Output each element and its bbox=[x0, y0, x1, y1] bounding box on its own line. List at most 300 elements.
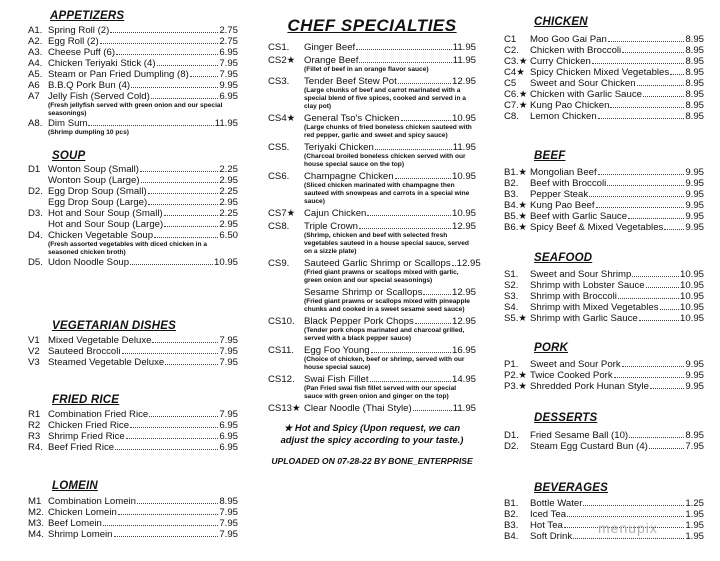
menu-item-code: CS8. bbox=[268, 221, 290, 232]
menu-item bbox=[504, 381, 704, 392]
dot-leader bbox=[596, 207, 685, 208]
menu-item-code: A2. bbox=[28, 36, 43, 47]
menu-item bbox=[28, 346, 238, 357]
menu-item-price: 8.95 bbox=[685, 89, 704, 100]
menu-item bbox=[504, 359, 704, 370]
menu-item-price: 10.95 bbox=[679, 302, 704, 313]
menu-item-name: Sauteed Garlic Shrimp or Scallops bbox=[304, 258, 451, 269]
dot-leader bbox=[622, 52, 684, 53]
menu-item bbox=[504, 178, 704, 189]
menu-item-description: (Fillet of beef in an orange flavor sauce) bbox=[304, 66, 429, 73]
menu-item-name: Twice Cooked Pork bbox=[530, 370, 613, 381]
menu-item-code: M3. bbox=[28, 518, 44, 529]
menu-item-code: M1 bbox=[28, 496, 42, 507]
dot-leader bbox=[423, 294, 451, 295]
dot-leader bbox=[157, 65, 219, 66]
menu-item-price: 10.95 bbox=[451, 113, 476, 124]
menu-item bbox=[504, 78, 704, 89]
menu-item-code: C8. bbox=[504, 111, 519, 122]
menu-item bbox=[28, 164, 238, 175]
menu-item-price: 12.95 bbox=[451, 287, 476, 298]
dot-leader bbox=[131, 87, 218, 88]
dot-leader bbox=[115, 449, 218, 450]
menu-item-price: 7.95 bbox=[219, 357, 238, 368]
section-soup bbox=[28, 150, 238, 268]
dot-leader bbox=[598, 118, 685, 119]
menu-item-code: B3. bbox=[504, 189, 519, 200]
menu-item bbox=[504, 34, 704, 45]
menu-item bbox=[28, 80, 238, 91]
menu-item-name: Hot Tea bbox=[530, 520, 563, 531]
menu-item bbox=[504, 509, 704, 520]
menu-item bbox=[28, 431, 238, 442]
menu-item-code: V2 bbox=[28, 346, 40, 357]
menu-item-name: Moo Goo Gai Pan bbox=[530, 34, 607, 45]
menu-item bbox=[504, 200, 704, 211]
dot-leader bbox=[395, 178, 451, 179]
section-pork bbox=[504, 342, 704, 392]
menu-item-name: Shrimp with Broccoli bbox=[530, 291, 617, 302]
menu-item bbox=[28, 442, 238, 453]
menu-item-code: R4. bbox=[28, 442, 43, 453]
menu-item-price: 7.95 bbox=[219, 409, 238, 420]
menu-item-code: C7.★ bbox=[504, 100, 528, 111]
menu-item-name: Shrimp with Garlic Sauce bbox=[530, 313, 638, 324]
menu-item-description: (Fried giant prawns or scallops mixed with pineapple chunks and cooked in a sweet sesame seed sauce) bbox=[304, 298, 470, 313]
menu-item-name: B.B.Q Pork Bun (4) bbox=[48, 80, 131, 91]
dot-leader bbox=[148, 193, 219, 194]
menu-item-price: 11.95 bbox=[214, 118, 238, 129]
dot-leader bbox=[649, 448, 684, 449]
dot-leader bbox=[130, 264, 213, 265]
menu-item-name: Swai Fish Fillet bbox=[304, 374, 369, 385]
dot-leader bbox=[130, 427, 218, 428]
menu-item bbox=[268, 55, 476, 66]
section-vegetarian bbox=[28, 320, 238, 368]
menu-item-name: Mongolian Beef bbox=[530, 167, 597, 178]
menu-item-price: 7.95 bbox=[219, 507, 238, 518]
page-title: CHEF SPECIALTIES bbox=[287, 16, 457, 35]
menu-item bbox=[504, 222, 704, 233]
menu-item-price: 6.95 bbox=[219, 47, 238, 58]
menu-item bbox=[504, 498, 704, 509]
menu-item-price: 8.95 bbox=[685, 45, 704, 56]
menu-item-code: CS1. bbox=[268, 42, 290, 53]
menu-item bbox=[268, 316, 476, 327]
menu-item-code: A6 bbox=[28, 80, 40, 91]
menu-item-name: Jelly Fish (Served Cold) bbox=[48, 91, 150, 102]
menu-item-description: (Shrimp, chicken and beef with selected fresh vegetables sauteed in a house special sauce, served on a sizzle plate) bbox=[304, 232, 469, 255]
dot-leader bbox=[164, 226, 218, 227]
menu-item-price: 7.95 bbox=[219, 69, 238, 80]
menu-item-code: B2. bbox=[504, 178, 519, 189]
menu-item-name: Sweet and Sour Pork bbox=[530, 359, 621, 370]
menu-item-price: 9.95 bbox=[685, 222, 704, 233]
menu-item-name: Udon Noodle Soup bbox=[48, 257, 130, 268]
menu-item-price: 7.95 bbox=[685, 441, 704, 452]
section-title: CHICKEN bbox=[534, 16, 588, 28]
menu-item-name: Dim Sum bbox=[48, 118, 88, 129]
middle-column bbox=[268, 0, 481, 466]
menu-item-code: V1 bbox=[28, 335, 40, 346]
menu-item bbox=[28, 257, 238, 268]
menu-item bbox=[268, 142, 476, 153]
menu-item bbox=[268, 287, 476, 298]
menu-item bbox=[268, 42, 476, 53]
dot-leader bbox=[367, 215, 451, 216]
menu-item bbox=[504, 211, 704, 222]
menu-item-description: (Shrimp dumpling 10 pcs) bbox=[48, 129, 129, 136]
dot-leader bbox=[137, 503, 218, 504]
menu-item-price: 6.95 bbox=[219, 91, 238, 102]
menu-item-code: C1 bbox=[504, 34, 517, 45]
menu-item-code: CS7★ bbox=[268, 208, 296, 219]
menu-item bbox=[268, 374, 476, 385]
menu-item-code: A7 bbox=[28, 91, 40, 102]
menu-item-price: 8.95 bbox=[685, 34, 704, 45]
menu-item-code: A5. bbox=[28, 69, 43, 80]
menu-item-name: Fried Sesame Ball (10) bbox=[530, 430, 629, 441]
menu-item-price: 6.95 bbox=[219, 420, 238, 431]
menu-item-code: B1.★ bbox=[504, 167, 528, 178]
menu-item-code: A1. bbox=[28, 25, 43, 36]
menu-item-name: Cheese Puff (6) bbox=[48, 47, 116, 58]
dot-leader bbox=[650, 388, 684, 389]
menu-item bbox=[504, 269, 704, 280]
menu-item-code: D5. bbox=[28, 257, 43, 268]
dot-leader bbox=[614, 377, 685, 378]
menu-item-code: D3. bbox=[28, 208, 43, 219]
menu-item-price: 9.95 bbox=[685, 359, 704, 370]
menu-item-price: 14.95 bbox=[451, 374, 476, 385]
menu-item bbox=[268, 76, 476, 87]
menu-item-code: D2. bbox=[504, 441, 519, 452]
dot-leader bbox=[359, 228, 451, 229]
menu-item-name: Teriyaki Chicken bbox=[304, 142, 374, 153]
menu-item-name: Chicken Vegetable Soup bbox=[48, 230, 154, 241]
menu-item-name: Egg Drop Soup (Small) bbox=[48, 186, 147, 197]
menu-item-price: 9.95 bbox=[685, 189, 704, 200]
menu-item-price: 7.95 bbox=[219, 346, 238, 357]
menu-item-name: Kung Pao Chicken bbox=[530, 100, 610, 111]
dot-leader bbox=[103, 525, 218, 526]
menu-item bbox=[504, 56, 704, 67]
menu-item-name: Cajun Chicken bbox=[304, 208, 367, 219]
menu-item-price: 8.95 bbox=[685, 78, 704, 89]
menu-item bbox=[268, 221, 476, 232]
menu-item-code: P3.★ bbox=[504, 381, 528, 392]
menu-item-name: Sweet and Sour Shrimp bbox=[530, 269, 632, 280]
menu-item bbox=[28, 529, 238, 540]
menu-item-description: (Tender pork chops marinated and charcoal grilled, served with a black pepper sauce) bbox=[304, 327, 465, 342]
section-fried-rice bbox=[28, 394, 238, 453]
menu-item-price: 9.95 bbox=[685, 370, 704, 381]
menu-item bbox=[28, 69, 238, 80]
section-desserts bbox=[504, 412, 704, 452]
menu-item-name: Curry Chicken bbox=[530, 56, 591, 67]
menu-item-price: 10.95 bbox=[679, 313, 704, 324]
dot-leader bbox=[592, 63, 685, 64]
menu-item-code: S1. bbox=[504, 269, 519, 280]
menu-item-price: 7.95 bbox=[219, 58, 238, 69]
menu-item-name: Bottle Water bbox=[530, 498, 583, 509]
menu-item-name: Shrimp Lomein bbox=[48, 529, 113, 540]
dot-leader bbox=[88, 125, 213, 126]
upload-credit: UPLOADED ON 07-28-22 BY BONE_ENTERPRISE bbox=[271, 456, 473, 466]
menu-item-price: 1.95 bbox=[685, 509, 704, 520]
dot-leader bbox=[165, 364, 218, 365]
dot-leader bbox=[371, 352, 451, 353]
menu-item-name: Lemon Chicken bbox=[530, 111, 597, 122]
menu-item-price: 9.95 bbox=[685, 178, 704, 189]
menu-item-name: Spring Roll (2) bbox=[48, 25, 110, 36]
menu-item-name: Wonton Soup (Large) bbox=[48, 175, 140, 186]
menu-item-price: 12.95 bbox=[451, 221, 476, 232]
menu-item-price: 8.95 bbox=[219, 496, 238, 507]
menu-item-name: Chicken Teriyaki Stick (4) bbox=[48, 58, 156, 69]
menu-item-name: Shredded Pork Hunan Style bbox=[530, 381, 649, 392]
menu-item-code: D2. bbox=[28, 186, 43, 197]
dot-leader bbox=[114, 536, 219, 537]
menu-item-name: Pepper Steak bbox=[530, 189, 589, 200]
section-beef bbox=[504, 150, 704, 233]
menu-item-price: 11.95 bbox=[452, 142, 476, 153]
menu-item-name: Iced Tea bbox=[530, 509, 567, 520]
menu-item-code: CS10. bbox=[268, 316, 295, 327]
menu-item bbox=[28, 496, 238, 507]
menu-item-name: General Tso's Chicken bbox=[304, 113, 400, 124]
menu-item bbox=[28, 186, 238, 197]
dot-leader bbox=[401, 120, 451, 121]
menu-item-code: V3 bbox=[28, 357, 40, 368]
menu-item-name: Steam or Pan Fried Dumpling (8) bbox=[48, 69, 189, 80]
spicy-note bbox=[268, 422, 476, 446]
menu-item-code: CS3. bbox=[268, 76, 290, 87]
menu-item-description: (Sliced chicken marinated with champagne then sauteed with snowpeas and carrots in a special wine sauce) bbox=[304, 182, 470, 205]
section-title: SEAFOOD bbox=[534, 252, 593, 264]
menu-item-code: B4. bbox=[504, 531, 519, 542]
menu-item bbox=[504, 280, 704, 291]
dot-leader bbox=[415, 323, 451, 324]
menu-item-code: CS4★ bbox=[268, 113, 296, 124]
menu-item-code: R2 bbox=[28, 420, 41, 431]
menu-item-code: R1 bbox=[28, 409, 41, 420]
menu-item-code: A8. bbox=[28, 118, 43, 129]
dot-leader bbox=[164, 215, 219, 216]
dot-leader bbox=[116, 54, 218, 55]
menu-item bbox=[28, 357, 238, 368]
dot-leader bbox=[140, 171, 218, 172]
menu-item-code: C6.★ bbox=[504, 89, 528, 100]
menu-item bbox=[28, 507, 238, 518]
menu-item-code: B3. bbox=[504, 520, 519, 531]
menu-item bbox=[28, 47, 238, 58]
dot-leader bbox=[452, 265, 456, 266]
menu-item-name: Egg Drop Soup (Large) bbox=[48, 197, 148, 208]
menu-item-name: Chicken Lomein bbox=[48, 507, 117, 518]
menu-item-name: Beef Lomein bbox=[48, 518, 102, 529]
menu-item bbox=[28, 36, 238, 47]
menu-item-name: Clear Noodle (Thai Style) bbox=[304, 403, 412, 414]
menu-item-price: 9.95 bbox=[685, 200, 704, 211]
menu-item bbox=[268, 113, 476, 124]
menu-item bbox=[28, 219, 238, 230]
menu-item-code: CS6. bbox=[268, 171, 290, 182]
menu-item-code: C5 bbox=[504, 78, 517, 89]
menu-item-code: S5.★ bbox=[504, 313, 528, 324]
menu-item-code: A3. bbox=[28, 47, 43, 58]
menu-item bbox=[504, 89, 704, 100]
dot-leader bbox=[598, 174, 685, 175]
section-title: LOMEIN bbox=[52, 480, 98, 492]
menu-item-description: (Charcoal broiled boneless chicken served with our house special sauce on the top) bbox=[304, 153, 466, 168]
menu-item-price: 16.95 bbox=[451, 345, 476, 356]
dot-leader bbox=[632, 276, 679, 277]
dot-leader bbox=[583, 505, 684, 506]
menu-item-price: 6.95 bbox=[219, 442, 238, 453]
section-title: FRIED RICE bbox=[52, 394, 120, 406]
menu-item bbox=[268, 258, 481, 269]
menu-item-price: 9.95 bbox=[685, 167, 704, 178]
menu-item bbox=[268, 171, 476, 182]
menu-item bbox=[504, 45, 704, 56]
menu-item-name: Tender Beef Stew Pot bbox=[304, 76, 397, 87]
dot-leader bbox=[646, 287, 679, 288]
dot-leader bbox=[643, 96, 684, 97]
menu-item-price: 10.95 bbox=[679, 291, 704, 302]
menu-item-price: 12.95 bbox=[451, 316, 476, 327]
menu-item-name: Kung Pao Beef bbox=[530, 200, 595, 211]
section-lomein bbox=[28, 480, 238, 540]
menu-item-price: 10.95 bbox=[679, 280, 704, 291]
menu-item-code: S4. bbox=[504, 302, 519, 313]
menu-item bbox=[28, 25, 238, 36]
section-title: VEGETARIAN DISHES bbox=[52, 320, 176, 332]
menu-item-name: Sweet and Sour Chicken bbox=[530, 78, 636, 89]
menu-item bbox=[504, 67, 704, 78]
dot-leader bbox=[618, 298, 679, 299]
section-title: DESSERTS bbox=[534, 412, 598, 424]
menu-item-code: CS2★ bbox=[268, 55, 296, 66]
menu-item-name: Egg Foo Young bbox=[304, 345, 370, 356]
dot-leader bbox=[151, 98, 218, 99]
menu-item-name: Spicy Chicken Mixed Vegetables bbox=[530, 67, 670, 78]
menu-item-name: Chicken with Broccoli bbox=[530, 45, 622, 56]
menu-item-code: P1. bbox=[504, 359, 519, 370]
menu-item-price: 1.95 bbox=[685, 531, 704, 542]
menu-item-name: Orange Beef bbox=[304, 55, 359, 66]
menu-item-name: Egg Roll (2) bbox=[48, 36, 99, 47]
watermark-logo: menupix bbox=[598, 520, 658, 536]
menu-item-name: Sesame Shrimp or Scallops bbox=[304, 287, 423, 298]
menu-item-name: Sauteed Broccoli bbox=[48, 346, 121, 357]
menu-item-name: Ginger Beef bbox=[304, 42, 356, 53]
menu-item-code: A4. bbox=[28, 58, 43, 69]
menu-item-code: B4.★ bbox=[504, 200, 528, 211]
menu-item-price: 10.95 bbox=[451, 208, 476, 219]
menu-item-name: Hot and Sour Soup (Large) bbox=[48, 219, 164, 230]
menu-item-code: D4. bbox=[28, 230, 43, 241]
dot-leader bbox=[152, 342, 218, 343]
menu-item-code: B6.★ bbox=[504, 222, 528, 233]
dot-leader bbox=[670, 74, 684, 75]
menu-item-name: Steam Egg Custard Bun (4) bbox=[530, 441, 648, 452]
menu-item bbox=[504, 111, 704, 122]
section-title: BEVERAGES bbox=[534, 482, 609, 494]
menu-item-price: 11.95 bbox=[452, 55, 476, 66]
menu-item-code: C4★ bbox=[504, 67, 525, 78]
menu-item-price: 1.95 bbox=[685, 520, 704, 531]
dot-leader bbox=[118, 514, 219, 515]
menu-item bbox=[28, 518, 238, 529]
menu-item-price: 7.95 bbox=[219, 335, 238, 346]
menu-item bbox=[28, 208, 238, 219]
dot-leader bbox=[610, 107, 684, 108]
menu-item-code: S2. bbox=[504, 280, 519, 291]
menu-item-price: 8.95 bbox=[685, 111, 704, 122]
dot-leader bbox=[190, 76, 219, 77]
menu-item-name: Beef Fried Rice bbox=[48, 442, 115, 453]
menu-item bbox=[504, 302, 704, 313]
dot-leader bbox=[567, 516, 684, 517]
menu-item-price: 12.95 bbox=[451, 76, 476, 87]
menu-item-price: 2.25 bbox=[219, 164, 238, 175]
menu-item-price: 2.95 bbox=[219, 175, 238, 186]
menu-item-code: CS12. bbox=[268, 374, 295, 385]
menu-item bbox=[504, 441, 704, 452]
dot-leader bbox=[660, 309, 679, 310]
dot-leader bbox=[122, 353, 219, 354]
menu-item bbox=[28, 420, 238, 431]
dot-leader bbox=[356, 49, 452, 50]
section-title: SOUP bbox=[52, 150, 86, 162]
menu-item-code: C2. bbox=[504, 45, 519, 56]
menu-item-price: 7.95 bbox=[219, 518, 238, 529]
dot-leader bbox=[639, 320, 679, 321]
dot-leader bbox=[375, 149, 452, 150]
dot-leader bbox=[126, 438, 219, 439]
menu-item bbox=[504, 100, 704, 111]
menu-item bbox=[28, 409, 238, 420]
section-title: BEEF bbox=[534, 150, 566, 162]
menu-item-code: P2.★ bbox=[504, 370, 528, 381]
menu-item-description: (Fresh assorted vegetables with diced chicken in a seasoned chicken broth) bbox=[48, 241, 208, 256]
menu-item bbox=[268, 208, 476, 219]
menu-item-price: 9.95 bbox=[219, 80, 238, 91]
menu-item-price: 2.25 bbox=[219, 186, 238, 197]
dot-leader bbox=[141, 182, 219, 183]
menu-item-price: 8.95 bbox=[685, 67, 704, 78]
menu-item-price: 1.25 bbox=[685, 498, 704, 509]
menu-item bbox=[28, 58, 238, 69]
menu-item-name: Soft Drink bbox=[530, 531, 573, 542]
menu-item-description: (Pan Fried swai fish fillet served with our special sauce with green onion and ginger on the top) bbox=[304, 385, 457, 400]
menu-item bbox=[28, 197, 238, 208]
dot-leader bbox=[100, 43, 219, 44]
menu-item-code: CS13★ bbox=[268, 403, 301, 414]
menu-item-price: 9.95 bbox=[685, 211, 704, 222]
dot-leader bbox=[154, 237, 218, 238]
menu-item-price: 10.95 bbox=[679, 269, 704, 280]
dot-leader bbox=[149, 416, 218, 417]
menu-item-code: B1. bbox=[504, 498, 519, 509]
dot-leader bbox=[629, 437, 684, 438]
menu-item-code: C3.★ bbox=[504, 56, 528, 67]
menu-item-description: (Fried giant prawns or scallops mixed with garlic, green onion and our special seasonings) bbox=[304, 269, 459, 284]
menu-item-name: Black Pepper Pork Chops bbox=[304, 316, 414, 327]
dot-leader bbox=[148, 204, 218, 205]
section-appetizers bbox=[28, 10, 238, 137]
